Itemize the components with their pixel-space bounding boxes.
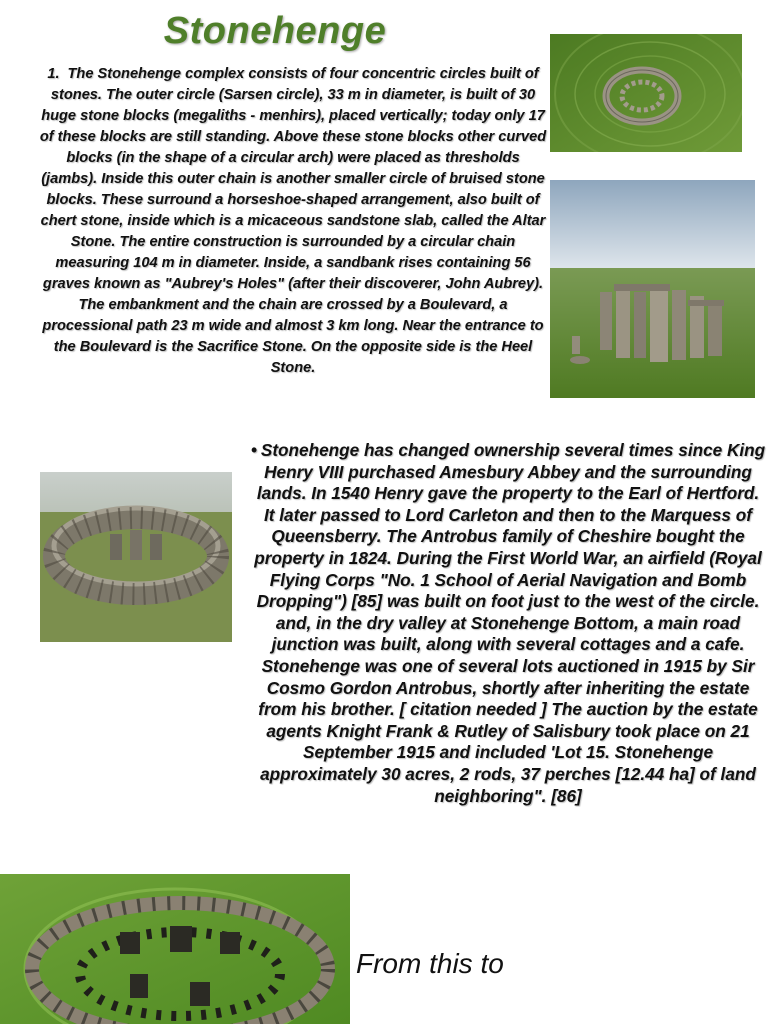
caption-from-this-to: From this to xyxy=(356,948,504,979)
paragraph-complex-description xyxy=(38,64,548,379)
paragraph-1-text: The Stonehenge complex consists of four concentric circles built of stones. The outer circle (Sarsen circle), 33 m in diameter, is built of 30 huge stone blocks (megaliths - menhirs), placed vertically; today only 17 of these blocks are still standing. Above these stone blocks other curved blocks (in the shape of a circular arch) were placed as thresholds (jambs). Inside this outer chain is another smaller circle of bruised stone blocks. These surround a horseshoe-shaped arrangement, also built of chert stone, inside which is a micaceous sandstone slab, called the Altar Stone. The entire construction is surrounded by a circular chain measuring 104 m in diameter. Inside, a sandbank rises containing 56 graves known as "Aubrey's Holes" (after their discoverer, John Aubrey). The embankment and the chain are crossed by a Boulevard, a processional path 23 m wide and almost 3 km long. Near the entrance to the Boulevard is the Sacrifice Stone. On the opposite side is the Heel Stone. xyxy=(39,66,547,376)
ground-photo-stonehenge xyxy=(550,180,755,398)
aerial-photo-stonehenge xyxy=(550,34,742,152)
paragraph-ownership-history xyxy=(250,440,766,807)
paragraph-2-text: Stonehenge has changed ownership several times since King Henry VIII purchased Amesbury Abbey and the surrounding lands. In 1540 Henry gave the property to the Earl of Hertford. It later passed to Lord Carleton and then to the Marquess of Queensberry. The Antrobus family of Cheshire bought the property in 1824. During the First World War, an airfield (Royal Flying Corps "No. 1 School of Aerial Navigation and Bomb Dropping") [85] was built on foot just to the west of the circle. and, in the dry valley at Stonehenge Bottom, a main road junction was built, along with several cottages and a cafe. Stonehenge was one of several lots auctioned in 1915 by Sir Cosmo Gordon Antrobus, shortly after inheriting the estate from his brother. [ citation needed ] The auction by the estate agents Knight Frank & Rutley of Salisbury took place on 21 September 1915 and included 'Lot 15. Stonehenge approximately 30 acres, 2 rods, 37 perches [12.44 ha] of land neighboring". [86] xyxy=(254,440,766,806)
page-title: Stonehenge xyxy=(163,10,387,52)
list-number: 1. xyxy=(47,66,60,82)
bullet-point: • xyxy=(250,440,257,460)
illustration-stonehenge-complete xyxy=(0,874,350,1024)
reconstruction-photo-stonehenge xyxy=(40,472,232,642)
